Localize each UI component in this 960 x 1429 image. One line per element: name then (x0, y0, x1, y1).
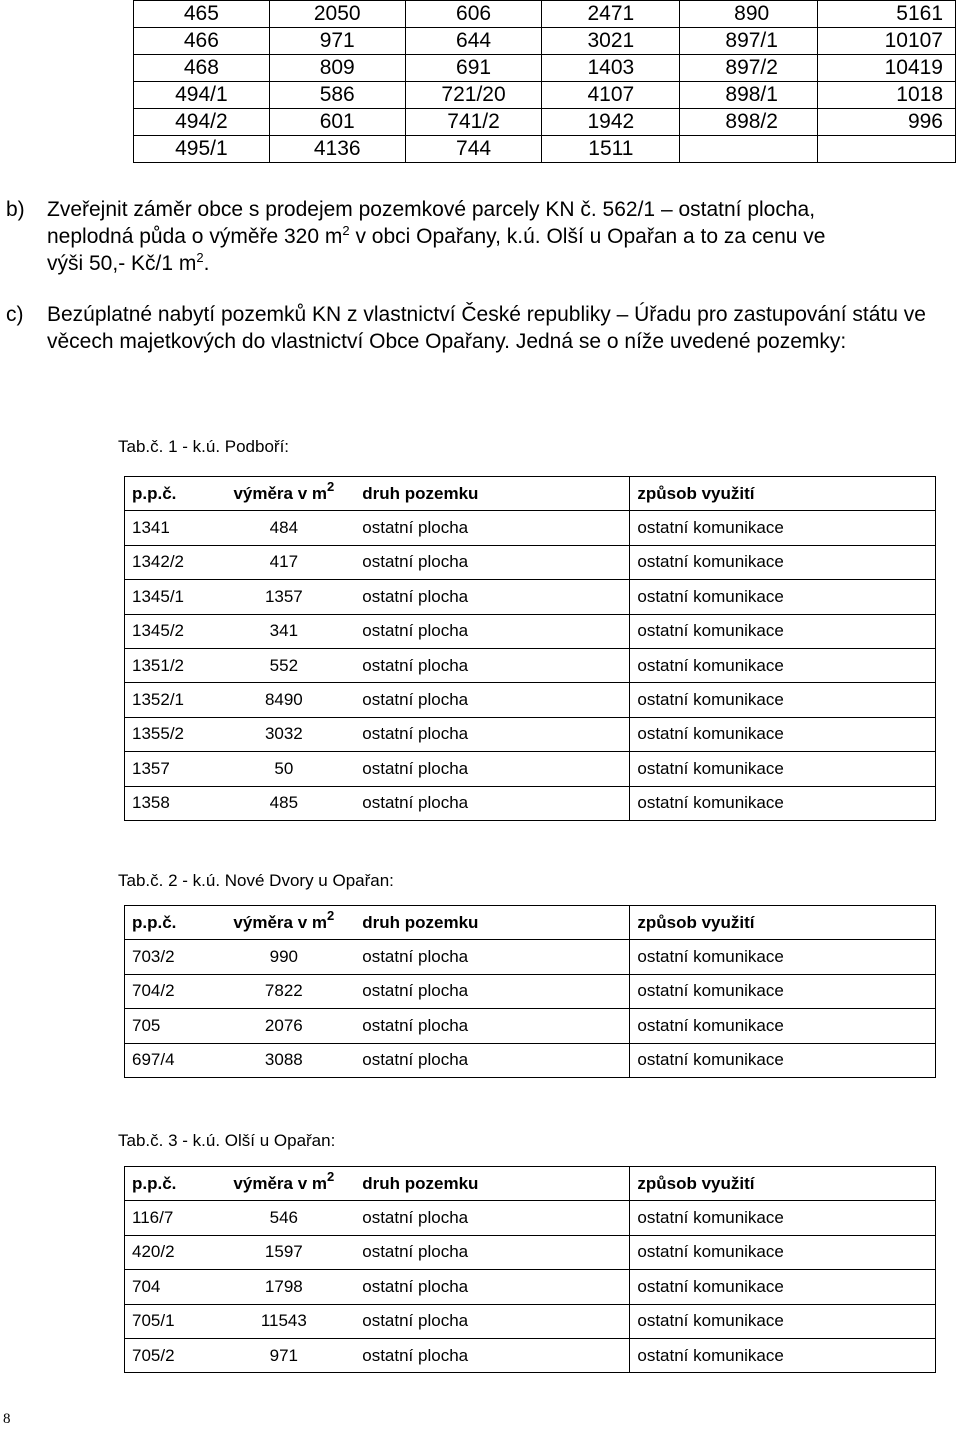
table-header-row (125, 906, 936, 940)
table-cell: ostatní plocha (355, 940, 630, 974)
table-cell: 744 (405, 136, 542, 163)
table-cell: 971 (269, 28, 405, 55)
table-cell: 468 (134, 55, 270, 82)
table-cell: 546 (212, 1201, 355, 1235)
table-row (125, 1338, 936, 1372)
column-header-parcel: p.p.č. (125, 477, 213, 511)
table-cell: ostatní komunikace (630, 683, 936, 717)
table-cell: 898/1 (680, 82, 818, 109)
table-cell: 897/2 (680, 55, 818, 82)
table-cell: 1342/2 (125, 545, 213, 579)
superscript: 2 (196, 250, 204, 265)
column-header-usage: způsob využití (630, 906, 936, 940)
paragraph-line: Zveřejnit záměr obce s prodejem pozemkové parcely KN č. 562/1 – ostatní plocha, (47, 198, 816, 221)
table-cell: 606 (405, 1, 542, 28)
table-cell: ostatní komunikace (630, 786, 936, 820)
table-cell: 705/2 (125, 1338, 213, 1372)
table-cell: ostatní plocha (355, 1235, 630, 1269)
superscript: 2 (327, 907, 335, 923)
table-cell: 2471 (542, 1, 680, 28)
table-row (134, 82, 956, 109)
table-row (125, 545, 936, 579)
table-cell: 703/2 (125, 940, 213, 974)
table-cell: ostatní plocha (355, 717, 630, 751)
table-cell: ostatní komunikace (630, 1304, 936, 1338)
parcel-table-3 (124, 1166, 936, 1373)
table-cell: ostatní komunikace (630, 580, 936, 614)
table-cell: ostatní komunikace (630, 614, 936, 648)
table-caption: Tab.č. 3 - k.ú. Olší u Opařan: (118, 1131, 336, 1150)
table-cell: 485 (212, 786, 355, 820)
table-caption: Tab.č. 1 - k.ú. Podboří: (118, 437, 290, 456)
table-cell: 494/1 (134, 82, 270, 109)
table-cell: 11543 (212, 1304, 355, 1338)
superscript: 2 (327, 478, 335, 494)
table-cell: 5161 (818, 1, 956, 28)
table-cell: 494/2 (134, 109, 270, 136)
column-header-area (212, 477, 355, 511)
paragraph-line: neplodná půda o výměře 320 m (47, 225, 343, 248)
table-cell: 1942 (542, 109, 680, 136)
table-row (125, 974, 936, 1008)
table-cell: ostatní plocha (355, 1270, 630, 1304)
table-cell (818, 136, 956, 163)
table-cell: 1018 (818, 82, 956, 109)
table-row (125, 752, 936, 786)
table-row (134, 136, 956, 163)
table-row (125, 1201, 936, 1235)
table-cell: 704 (125, 1270, 213, 1304)
table-cell: 705/1 (125, 1304, 213, 1338)
table-cell (680, 136, 818, 163)
table-row (125, 1043, 936, 1077)
paragraph-text: Bezúplatné nabytí pozemků KN z vlastnictví České republiky – Úřadu pro zastupování státu ve věcech majetkových do vlastnictví Obce Opařany. Jedná se o níže uvedené pozemky: (47, 303, 926, 353)
table-cell: ostatní plocha (355, 752, 630, 786)
table-cell: 586 (269, 82, 405, 109)
column-header-type: druh pozemku (355, 906, 630, 940)
table-cell: ostatní plocha (355, 1304, 630, 1338)
table-cell: 644 (405, 28, 542, 55)
table-cell: 704/2 (125, 974, 213, 1008)
table-cell: 1511 (542, 136, 680, 163)
table-cell: ostatní komunikace (630, 752, 936, 786)
table-cell: 971 (212, 1338, 355, 1372)
table-cell: ostatní komunikace (630, 1235, 936, 1269)
column-header-parcel: p.p.č. (125, 906, 213, 940)
header-text: výměra v m (233, 483, 328, 503)
table-cell: ostatní komunikace (630, 1338, 936, 1372)
table-row (125, 940, 936, 974)
parcel-number-table (133, 0, 956, 163)
table-cell: 466 (134, 28, 270, 55)
parcel-table-1 (124, 476, 936, 821)
table-cell: 1345/1 (125, 580, 213, 614)
table-cell: 1357 (212, 580, 355, 614)
column-header-usage: způsob využití (630, 477, 936, 511)
table-cell: 3088 (212, 1043, 355, 1077)
page-number: 8 (3, 1411, 11, 1427)
table-cell: 990 (212, 940, 355, 974)
superscript: 2 (342, 223, 350, 238)
table-cell: 8490 (212, 683, 355, 717)
table-row (125, 1009, 936, 1043)
table-cell: ostatní komunikace (630, 545, 936, 579)
table-cell: 1345/2 (125, 614, 213, 648)
table-cell: ostatní komunikace (630, 648, 936, 682)
table-cell: 484 (212, 511, 355, 545)
column-header-type: druh pozemku (355, 1167, 630, 1201)
column-header-area (212, 1167, 355, 1201)
parcel-table-2 (124, 905, 936, 1078)
table-row (125, 1235, 936, 1269)
table-row (134, 28, 956, 55)
table-cell: 996 (818, 109, 956, 136)
table-row (125, 683, 936, 717)
table-cell: 495/1 (134, 136, 270, 163)
table-cell: 2076 (212, 1009, 355, 1043)
table-cell: 890 (680, 1, 818, 28)
table-cell: 465 (134, 1, 270, 28)
table-cell: 3032 (212, 717, 355, 751)
table-cell: 1357 (125, 752, 213, 786)
table-row (134, 55, 956, 82)
table-cell: ostatní komunikace (630, 974, 936, 1008)
table-cell: ostatní plocha (355, 614, 630, 648)
table-cell: 1355/2 (125, 717, 213, 751)
column-header-parcel: p.p.č. (125, 1167, 213, 1201)
table-cell: 2050 (269, 1, 405, 28)
table-row (125, 717, 936, 751)
table-cell: 1798 (212, 1270, 355, 1304)
table-row (125, 786, 936, 820)
table-cell: 1351/2 (125, 648, 213, 682)
table-row (125, 580, 936, 614)
paragraph-label: b) (6, 198, 25, 221)
superscript: 2 (327, 1168, 335, 1184)
table-cell: 691 (405, 55, 542, 82)
table-cell: 1341 (125, 511, 213, 545)
table-cell: 601 (269, 109, 405, 136)
table-cell: 10419 (818, 55, 956, 82)
table-cell: ostatní plocha (355, 545, 630, 579)
table-header-row (125, 477, 936, 511)
table-cell: 897/1 (680, 28, 818, 55)
table-header-row (125, 1167, 936, 1201)
table-cell: 4107 (542, 82, 680, 109)
table-cell: ostatní plocha (355, 1009, 630, 1043)
table-cell: 741/2 (405, 109, 542, 136)
header-text: výměra v m (233, 1173, 327, 1193)
table-cell: 417 (212, 545, 355, 579)
table-cell: 7822 (212, 974, 355, 1008)
table-cell: 552 (212, 648, 355, 682)
table-cell: ostatní plocha (355, 786, 630, 820)
table-cell: ostatní plocha (355, 580, 630, 614)
table-cell: ostatní komunikace (630, 1009, 936, 1043)
table-cell: 116/7 (125, 1201, 213, 1235)
table-cell: ostatní plocha (355, 974, 630, 1008)
table-cell: ostatní komunikace (630, 1043, 936, 1077)
table-cell: 4136 (269, 136, 405, 163)
table-cell: 1352/1 (125, 683, 213, 717)
table-cell: 341 (212, 614, 355, 648)
table-cell: ostatní komunikace (630, 717, 936, 751)
table-cell: ostatní plocha (355, 648, 630, 682)
table-cell: ostatní komunikace (630, 511, 936, 545)
table-cell: 50 (212, 752, 355, 786)
table-cell: ostatní plocha (355, 1338, 630, 1372)
table-cell: 697/4 (125, 1043, 213, 1077)
paragraph-c (6, 301, 936, 355)
paragraph-b (6, 196, 936, 277)
table-cell: ostatní plocha (355, 683, 630, 717)
table-row (125, 1304, 936, 1338)
column-header-usage: způsob využití (630, 1167, 936, 1201)
paragraph-line: výši 50,- Kč/1 m (47, 252, 197, 275)
paragraph-line: . (203, 252, 210, 275)
table-cell: 1597 (212, 1235, 355, 1269)
table-cell: 809 (269, 55, 405, 82)
table-cell: 1403 (542, 55, 680, 82)
header-text: výměra v m (233, 912, 327, 932)
table-cell: 10107 (818, 28, 956, 55)
table-row (134, 109, 956, 136)
table-row (125, 614, 936, 648)
table-row (125, 511, 936, 545)
table-cell: ostatní komunikace (630, 940, 936, 974)
table-cell: ostatní komunikace (630, 1201, 936, 1235)
table-row (125, 1270, 936, 1304)
table-row (125, 648, 936, 682)
table-cell: ostatní plocha (355, 1201, 630, 1235)
table-row (134, 1, 956, 28)
paragraph-line: v obci Opařany, k.ú. Olší u Opařan a to za cenu ve (349, 225, 826, 248)
table-caption: Tab.č. 2 - k.ú. Nové Dvory u Opařan: (118, 871, 394, 890)
table-cell: 705 (125, 1009, 213, 1043)
table-cell: ostatní plocha (355, 511, 630, 545)
paragraph-label: c) (6, 303, 24, 326)
column-header-type: druh pozemku (355, 477, 630, 511)
table-cell: 721/20 (405, 82, 542, 109)
table-cell: 1358 (125, 786, 213, 820)
table-cell: 3021 (542, 28, 680, 55)
column-header-area (212, 906, 355, 940)
table-cell: 898/2 (680, 109, 818, 136)
table-cell: ostatní komunikace (630, 1270, 936, 1304)
table-cell: ostatní plocha (355, 1043, 630, 1077)
table-cell: 420/2 (125, 1235, 213, 1269)
